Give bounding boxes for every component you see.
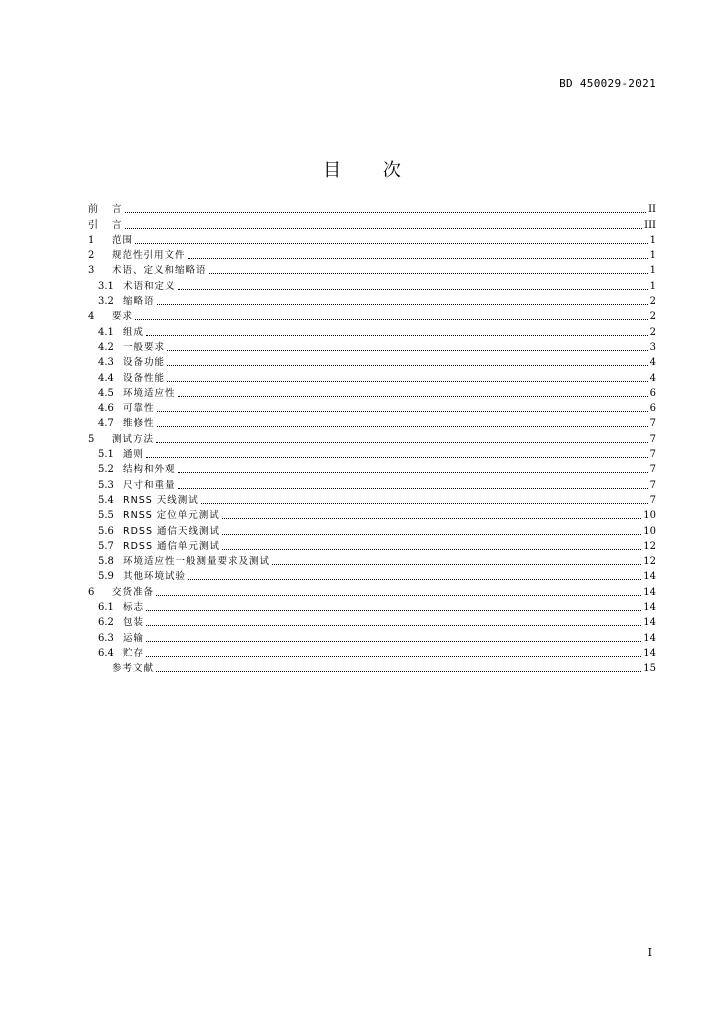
toc-entry-page: 14: [643, 586, 656, 598]
toc-entry-title: RDSS 通信天线测试: [123, 525, 220, 537]
toc-entry-title: 环境适应性一般测量要求及测试: [123, 556, 271, 568]
toc-dot-leader: [146, 625, 641, 626]
toc-dot-leader: [167, 381, 648, 382]
toc-entry[interactable]: [88, 446, 656, 461]
toc-entry-number: 3.1: [98, 280, 114, 292]
toc-entry-number: 4.3: [98, 357, 114, 369]
toc-entry-title: 交货准备: [112, 586, 155, 598]
toc-dot-leader: [146, 656, 641, 657]
toc-entry-page: 14: [643, 632, 656, 644]
toc-entry-number: 4.5: [98, 387, 114, 399]
toc-entry-title: 测试方法: [112, 433, 155, 445]
toc-entry[interactable]: [88, 568, 656, 583]
toc-entry-title: RDSS 通信单元测试: [123, 540, 220, 552]
table-of-contents: [88, 201, 656, 675]
toc-entry-number: 5.1: [98, 449, 114, 461]
toc-dot-leader: [157, 304, 648, 305]
toc-entry-page: 1: [649, 280, 656, 292]
toc-entry-page: 1: [649, 265, 656, 277]
toc-entry[interactable]: [88, 461, 656, 476]
toc-entry-page: 7: [649, 449, 656, 461]
toc-entry-number: 5.9: [98, 571, 114, 583]
toc-entry-title: 规范性引用文件: [112, 250, 186, 262]
toc-dot-leader: [178, 472, 648, 473]
toc-entry-number: 6.1: [98, 602, 114, 614]
toc-entry[interactable]: [88, 629, 656, 644]
toc-entry-title: 设备功能: [123, 357, 166, 369]
toc-entry[interactable]: [88, 400, 656, 415]
toc-entry[interactable]: [88, 583, 656, 598]
toc-dot-leader: [178, 396, 648, 397]
toc-dot-leader: [156, 595, 641, 596]
toc-entry-page: II: [648, 204, 656, 216]
toc-entry-number: 5.5: [98, 510, 114, 522]
toc-entry-page: 14: [643, 602, 656, 614]
toc-entry[interactable]: [88, 262, 656, 277]
toc-entry-title: 其他环境试验: [123, 571, 187, 583]
toc-dot-leader: [125, 228, 643, 229]
toc-entry-number: 4: [88, 311, 95, 323]
toc-dot-leader: [201, 503, 648, 504]
toc-dot-leader: [188, 579, 641, 580]
toc-entry-title: 术语、定义和缩略语: [112, 265, 207, 277]
toc-entry-title: 结构和外观: [123, 464, 176, 476]
toc-dot-leader: [209, 273, 648, 274]
toc-entry-title: 贮存: [123, 647, 145, 659]
toc-entry-page: 4: [649, 357, 656, 369]
toc-entry-title: 范围: [112, 234, 134, 246]
toc-entry-title: 言: [112, 204, 123, 216]
toc-dot-leader: [157, 411, 648, 412]
toc-entry-title: 标志: [123, 602, 145, 614]
toc-entry[interactable]: [88, 538, 656, 553]
toc-entry-number: 5: [88, 433, 95, 445]
toc-entry-title: 言: [112, 219, 123, 231]
toc-entry-page: 6: [649, 387, 656, 399]
toc-entry[interactable]: [88, 430, 656, 445]
toc-entry-title: 尺寸和重量: [123, 479, 176, 491]
toc-entry-title: 运输: [123, 632, 145, 644]
toc-entry[interactable]: [88, 507, 656, 522]
toc-entry[interactable]: [88, 415, 656, 430]
toc-entry-number: 4.4: [98, 372, 114, 384]
toc-entry-title: 缩略语: [123, 296, 155, 308]
toc-entry[interactable]: [88, 232, 656, 247]
toc-entry-number: 4.2: [98, 341, 114, 353]
toc-entry-number: 引: [88, 219, 98, 231]
toc-entry-page: 3: [649, 341, 656, 353]
toc-entry-title: 组成: [123, 326, 145, 338]
toc-entry[interactable]: [88, 293, 656, 308]
toc-entry-page: 14: [643, 571, 656, 583]
toc-entry-page: 7: [649, 479, 656, 491]
toc-entry[interactable]: [88, 323, 656, 338]
toc-entry-page: 4: [649, 372, 656, 384]
toc-entry-number: 6.3: [98, 632, 114, 644]
toc-dot-leader: [272, 564, 641, 565]
toc-entry[interactable]: [88, 308, 656, 323]
toc-entry-title: 一般要求: [123, 341, 166, 353]
page-number: I: [647, 946, 652, 959]
toc-entry-number: 6.4: [98, 647, 114, 659]
toc-entry-page: III: [644, 219, 656, 231]
toc-entry-title: 包装: [123, 617, 145, 629]
toc-entry-page: 12: [643, 556, 656, 568]
toc-entry-title: 通则: [123, 449, 145, 461]
toc-entry-title: 可靠性: [123, 403, 155, 415]
toc-entry[interactable]: [88, 645, 656, 660]
toc-dot-leader: [222, 518, 641, 519]
toc-entry[interactable]: [88, 369, 656, 384]
toc-entry-number: 4.6: [98, 403, 114, 415]
toc-entry-page: 7: [649, 464, 656, 476]
toc-dot-leader: [178, 289, 648, 290]
toc-dot-leader: [125, 212, 647, 213]
toc-dot-leader: [135, 319, 648, 320]
toc-dot-leader: [157, 426, 648, 427]
toc-entry[interactable]: [88, 354, 656, 369]
toc-entry-page: 10: [643, 525, 656, 537]
toc-entry[interactable]: [88, 660, 656, 675]
toc-entry-number: 5.6: [98, 525, 114, 537]
toc-entry-number: 5.4: [98, 494, 114, 506]
toc-entry-number: 5.2: [98, 464, 114, 476]
toc-entry-title: 参考文献: [112, 663, 155, 675]
toc-entry-page: 1: [649, 250, 656, 262]
toc-entry-number: 1: [88, 234, 95, 246]
toc-dot-leader: [167, 350, 648, 351]
toc-entry[interactable]: [88, 476, 656, 491]
toc-entry-number: 2: [88, 250, 95, 262]
toc-entry-number: 3.2: [98, 296, 114, 308]
toc-entry-page: 15: [643, 663, 656, 675]
toc-dot-leader: [146, 335, 648, 336]
toc-dot-leader: [156, 671, 641, 672]
toc-entry-page: 14: [643, 617, 656, 629]
toc-entry[interactable]: [88, 247, 656, 262]
toc-entry-title: 术语和定义: [123, 280, 176, 292]
toc-title: 目 次: [323, 160, 419, 181]
toc-entry-number: 3: [88, 265, 95, 277]
toc-dot-leader: [156, 442, 648, 443]
toc-entry-title: RNSS 定位单元测试: [123, 510, 220, 522]
toc-entry-title: 要求: [112, 311, 134, 323]
toc-entry-number: 6: [88, 586, 95, 598]
toc-entry-number: 前: [88, 204, 98, 216]
toc-entry-number: 5.7: [98, 540, 114, 552]
toc-dot-leader: [178, 488, 648, 489]
toc-dot-leader: [222, 534, 641, 535]
toc-dot-leader: [167, 365, 648, 366]
toc-entry[interactable]: [88, 553, 656, 568]
document-code: BD 450029-2021: [559, 77, 656, 90]
toc-entry[interactable]: [88, 614, 656, 629]
toc-entry-number: 4.1: [98, 326, 114, 338]
toc-entry-title: 维修性: [123, 418, 155, 430]
toc-entry-title: RNSS 天线测试: [123, 494, 199, 506]
toc-entry[interactable]: [88, 522, 656, 537]
toc-entry-number: 5.3: [98, 479, 114, 491]
toc-entry-number: 4.7: [98, 418, 114, 430]
toc-entry[interactable]: [88, 385, 656, 400]
toc-entry-number: 5.8: [98, 556, 114, 568]
toc-dot-leader: [146, 610, 641, 611]
toc-dot-leader: [135, 243, 648, 244]
toc-entry-page: 2: [649, 311, 656, 323]
toc-entry-title: 环境适应性: [123, 387, 176, 399]
toc-entry[interactable]: [88, 339, 656, 354]
toc-dot-leader: [146, 641, 641, 642]
toc-entry-page: 10: [643, 510, 656, 522]
toc-entry-page: 7: [649, 494, 656, 506]
toc-entry[interactable]: [88, 216, 656, 231]
toc-entry-page: 14: [643, 647, 656, 659]
toc-entry-title: 设备性能: [123, 372, 166, 384]
toc-entry-number: 6.2: [98, 617, 114, 629]
toc-entry-page: 1: [649, 234, 656, 246]
toc-entry-page: 12: [643, 540, 656, 552]
toc-entry-page: 2: [649, 296, 656, 308]
toc-entry[interactable]: [88, 201, 656, 216]
toc-entry-page: 7: [649, 433, 656, 445]
toc-entry-page: 7: [649, 418, 656, 430]
toc-entry[interactable]: [88, 277, 656, 292]
toc-entry[interactable]: [88, 599, 656, 614]
toc-dot-leader: [146, 457, 648, 458]
toc-entry[interactable]: [88, 492, 656, 507]
toc-dot-leader: [222, 549, 641, 550]
toc-entry-page: 2: [649, 326, 656, 338]
toc-dot-leader: [188, 258, 648, 259]
toc-entry-page: 6: [649, 403, 656, 415]
